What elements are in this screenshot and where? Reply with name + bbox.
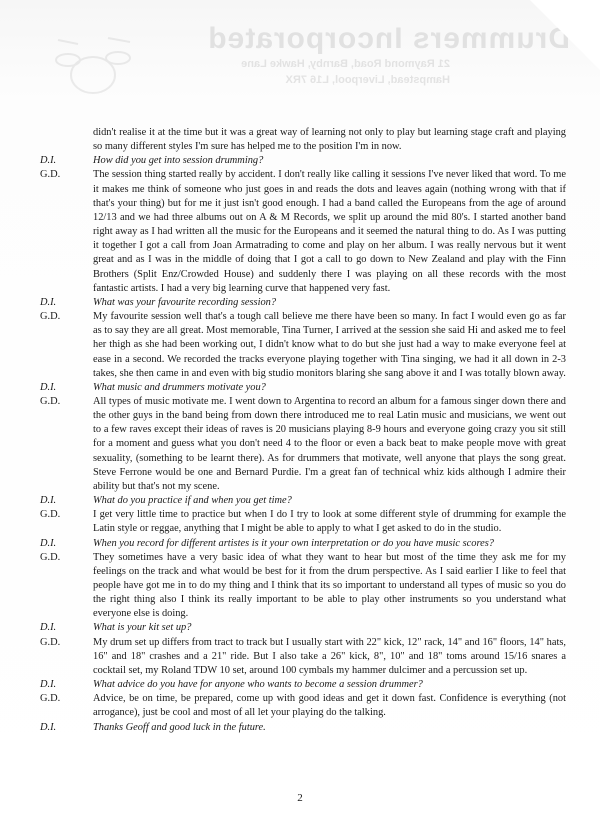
question-text: When you record for different artistes is it your own interpretation or do you have music scores? [93, 537, 494, 549]
answer-row [40, 168, 566, 295]
opening-text: didn't realise it at the time but it was a great way of learning not only to play but learning stage craft and playing so many different styles I'm sure has helped me to the position I'm in now. [93, 127, 566, 153]
speaker-label: G.D. [40, 395, 61, 407]
answer-row [40, 310, 566, 381]
speaker-label: D.I. [40, 537, 57, 549]
question-row [40, 537, 566, 551]
speaker-label: G.D. [40, 169, 61, 181]
answer-row [40, 692, 566, 720]
speaker-label: D.I. [40, 622, 57, 634]
question-row [40, 678, 566, 692]
question-text: What is your kit set up? [93, 622, 192, 634]
question-row [40, 721, 566, 735]
speaker-label: G.D. [40, 693, 61, 705]
answer-text: I get very little time to practice but when I do I try to look at some different style of drumming for example the Latin style or reggae, anything that I might be able to apply to what I get asked to do in the studio. [93, 509, 566, 535]
speaker-label: D.I. [40, 296, 57, 308]
question-text: What advice do you have for anyone who wants to become a session drummer? [93, 679, 423, 691]
speaker-label: G.D. [40, 636, 61, 648]
answer-text: My drum set up differs from tract to track but I usually start with 22" kick, 12" rack, 14" and 16" floors, 14" hats, 16" and 18" crashes and a 21" ride. But I also take a 26" kick, 8", 10" and 18" toms around 15/16 snares a cocktail set, my Roland TDW 10 set, around 100 cymbals my hammer dulcimer and a percussion set up. [93, 636, 566, 676]
answer-text: All types of music motivate me. I went down to Argentina to record an album for a famous singer down there and the other guys in the band being from down there introduced me to real Latin music and musicians, we went out to a few raves except their ideas of raves is 20 musicians playing 8-9 hours and everyone going crazy you sit still for a moment and guess what you don't need 4 to the floor or even a back beat to make people move with great sexuality, (something to be learnt there). As for drummers that motivate, well anyone that plays the song great. Steve Ferrone would be one and Bernard Purdie. I'm a great fan of technical whiz kids although I admire their ability but that's not my scene. [93, 395, 566, 492]
page-number: 2 [297, 792, 303, 804]
answer-text: The session thing started really by accident. I don't really like calling it sessions I've never liked that word. To me it makes me think of someone who just goes in and reads the dots and leaves again (nothing wrong with that if that's your thing) but for me it just isn't good enough. I had a band called the Europeans from the age of around 12/13 and we had three albums out on A & M Records, we split up around the mid 80's. I started another band right away as I had written all the music for the Europeans and it seemed the natural thing to do. As I was putting it together I got a call from Joan Armatrading to come and play on her album. I was really nervous but it went great and as I was in the middle of doing that I got a call to go down to New Zealand and play with the Finn Brothers (Split Enz/Crowded House) and suddenly there I was playing on all these records with the most fantastic artists. I had a very big learning curve that happened very fast. [93, 169, 566, 294]
answer-row [40, 395, 566, 494]
interview-body [40, 126, 566, 735]
speaker-label: D.I. [40, 155, 57, 167]
question-row [40, 296, 566, 310]
speaker-label: D.I. [40, 721, 57, 733]
speaker-label: G.D. [40, 311, 61, 323]
question-row [40, 494, 566, 508]
question-row [40, 381, 566, 395]
speaker-label: G.D. [40, 509, 61, 521]
letterhead-title: Drummers Incorporated [207, 22, 570, 55]
folded-corner [530, 0, 600, 70]
answer-text: They sometimes have a very basic idea of what they want to hear but most of the time they ask me for my feelings on the track and what would be best for it from the drum perspective. As I said earlier I like to feel that people have got me in to do my thing and I think that its so important to understand all types of music so you do the right thing also I think its really important to be able to play other instruments so you understand what everyone else is doing. [93, 551, 566, 620]
letterhead-address-line-2: Hampstead, Liverpool, L16 7RX [285, 74, 450, 86]
question-row [40, 621, 566, 635]
letterhead-address-line-1: 21 Raymond Road, Barnby, Hawke Lane [241, 58, 450, 70]
question-text: How did you get into session drumming? [93, 155, 264, 167]
question-text: What was your favourite recording session? [93, 296, 277, 308]
speaker-label: D.I. [40, 679, 57, 691]
answer-row [40, 636, 566, 678]
answer-text: My favourite session well that's a tough call believe me there have been so many. In fact I would even go as far as to say they are all great. Most memorable, Tina Turner, I arrived at the session she said Hi and asked me to feel her thigh as she had been working out, I didn't know what to do but she just had a way to make everyone feel at ease in a second. We recorded the tracks everyone playing together with Tina singing, we had it all down in 2-3 takes, she then came in and even with big studio monitors blaring she sang above it and I was totally blown away. [93, 311, 566, 379]
drum-kit-logo-icon [48, 30, 138, 100]
speaker-label: D.I. [40, 381, 57, 393]
question-text: What do you practice if and when you get time? [93, 495, 292, 507]
question-text: What music and drummers motivate you? [93, 381, 266, 393]
speaker-label: D.I. [40, 495, 57, 507]
bleed-through-letterhead [170, 22, 570, 132]
speaker-label: G.D. [40, 551, 61, 563]
answer-text: Advice, be on time, be prepared, come up with good ideas and get it down fast. Confidence is everything (not arrogance), just be cool and most of all let your playing do the talking. [93, 693, 566, 719]
question-row [40, 154, 566, 168]
question-text: Thanks Geoff and good luck in the future. [93, 721, 266, 733]
answer-row [40, 508, 566, 536]
answer-row [40, 551, 566, 622]
opening-paragraph [40, 126, 566, 154]
